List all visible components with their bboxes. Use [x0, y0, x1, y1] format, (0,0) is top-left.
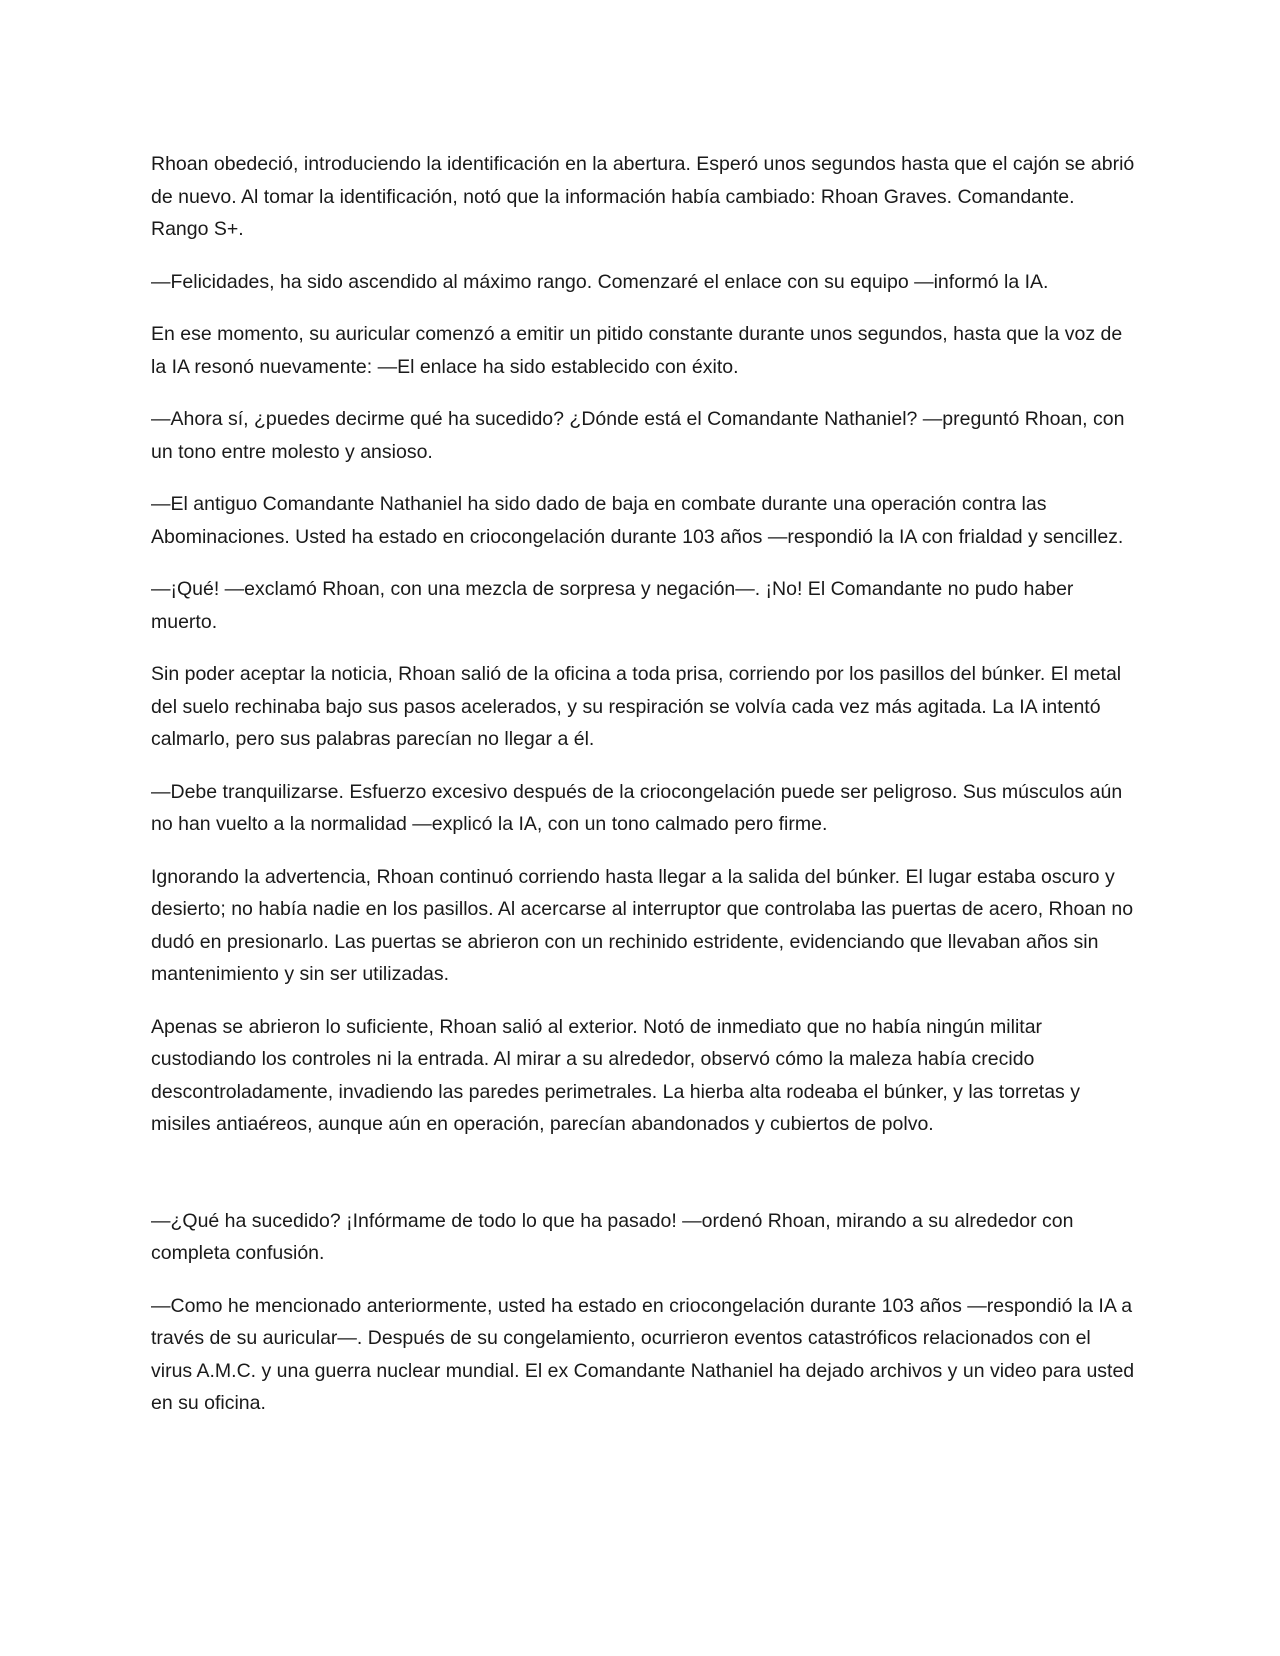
paragraph: —Como he mencionado anteriormente, usted ha estado en criocongelación durante 103 años —respondió la IA a través de su auricular—. Después de su congelamiento, ocurrieron eventos catastróficos relacionados con el virus A.M.C. y una guerra nuclear mundial. El ex Comandante Nathaniel ha dejado archivos y un video para usted en su oficina. — [151, 1294, 1135, 1414]
paragraph: Sin poder aceptar la noticia, Rhoan salió de la oficina a toda prisa, corriendo por los pasillos del búnker. El metal del suelo rechinaba bajo sus pasos acelerados, y su respiración se volvía cada vez más agitada. La IA intentó calmarlo, pero sus palabras parecían no llegar a él. — [151, 663, 1122, 750]
paragraph: —El antiguo Comandante Nathaniel ha sido dado de baja en combate durante una operación contra las Abominaciones. Usted ha estado en criocongelación durante 103 años —respondió la IA con frialdad y sencillez. — [151, 493, 1124, 548]
paragraph: En ese momento, su auricular comenzó a emitir un pitido constante durante unos segundos, hasta que la voz de la IA resonó nuevamente: —El enlace ha sido establecido con éxito. — [151, 323, 1123, 378]
paragraph: —¿Qué ha sucedido? ¡Infórmame de todo lo que ha pasado! —ordenó Rhoan, mirando a su alrededor con completa confusión. — [151, 1209, 1074, 1264]
paragraph: Ignorando la advertencia, Rhoan continuó corriendo hasta llegar a la salida del búnker. El lugar estaba oscuro y desierto; no había nadie en los pasillos. Al acercarse al interruptor que controlaba las puertas de acero, Rhoan no dudó en presionarlo. Las puertas se abrieron con un rechinido estridente, evidenciando que llevaban años sin mantenimiento y sin ser utilizadas. — [151, 865, 1134, 985]
paragraph: Rhoan obedeció, introduciendo la identificación en la abertura. Esperó unos segundos hasta que el cajón se abrió de nuevo. Al tomar la identificación, notó que la información había cambiado: Rhoan Graves. Comandante. Rango S+. — [151, 153, 1135, 240]
paragraph: —¡Qué! —exclamó Rhoan, con una mezcla de sorpresa y negación—. ¡No! El Comandante no pudo haber muerto. — [151, 578, 1074, 633]
document-body — [151, 148, 1136, 1440]
paragraph: Apenas se abrieron lo suficiente, Rhoan salió al exterior. Notó de inmediato que no había ningún militar custodiando los controles ni la entrada. Al mirar a su alrededor, observó cómo la maleza había crecido descontroladamente, invadiendo las paredes perimetrales. La hierba alta rodeaba el búnker, y las torretas y misiles antiaéreos, aunque aún en operación, parecían abandonados y cubiertos de polvo. — [151, 1015, 1080, 1135]
paragraph: —Felicidades, ha sido ascendido al máximo rango. Comenzaré el enlace con su equipo —informó la IA. — [151, 270, 1049, 293]
paragraph: —Debe tranquilizarse. Esfuerzo excesivo después de la criocongelación puede ser peligroso. Sus músculos aún no han vuelto a la normalidad —explicó la IA, con un tono calmado pero firme. — [151, 780, 1123, 835]
paragraph: —Ahora sí, ¿puedes decirme qué ha sucedido? ¿Dónde está el Comandante Nathaniel? —preguntó Rhoan, con un tono entre molesto y ansioso. — [151, 408, 1125, 463]
